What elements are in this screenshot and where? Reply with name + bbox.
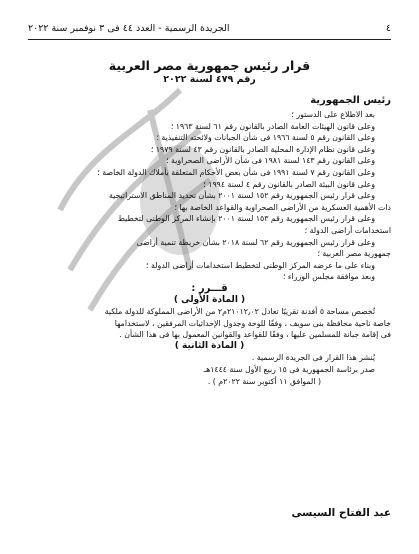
- article-2-heading: ( المادة الثانية ): [174, 340, 245, 351]
- preamble-line: وعلى قرار رئيس الجمهورية رقم ١٥٣ لسنة ٢٠٠١ بإنشاء المركز الوطنى لتخطيط: [117, 214, 375, 224]
- preamble-line: وعلى قانون نظام الإدارة المحلية الصادر بالقانون رقم ٤٣ لسنة ١٩٧٩ ؛: [150, 144, 375, 154]
- page-header: [28, 20, 391, 40]
- preamble-line: بعد الاطلاع على الدستور ؛: [291, 110, 375, 119]
- issued-line: صدر برئاسة الجمهورية فى ١٥ ربيع الأول سنة ١٤٤٤هـ: [203, 365, 375, 375]
- preamble-line: وبعد موافقة مجلس الوزراء ؛: [282, 272, 375, 282]
- preamble-line: وعلى قانون البيئة الصادر بالقانون رقم ٤ لسنة ١٩٩٤ ؛: [203, 179, 375, 189]
- article-2-line: يُنشر هذا القرار فى الجريدة الرسمية .: [251, 353, 375, 363]
- preamble-line: وعلى قرار رئيس الجمهورية رقم ١٥٢ لسنة ٢٠٠١ بشأن تحديد المناطق الاستراتيجية: [108, 191, 375, 201]
- preamble-line: وعلى قانون الهيئات العامة الصادر بالقانون رقم ٦١ لسنة ١٩٦٣ ؛: [170, 121, 375, 131]
- issued-date-line: ( الموافق ١١ أكتوبر سنة ٢٠٢٢م ) .: [207, 376, 321, 386]
- decision-heading: قـــرر :: [191, 282, 228, 294]
- preamble-line: ذات الأهمية العسكرية من الأراضى الصحراوية والقواعد الخاصة بها ؛: [174, 202, 391, 212]
- article-1-line: فى إقامة جبانة للمسلمين عليها ، وفقًا للقواعد والقوانين المعمول بها فى هذا الشأن .: [119, 330, 391, 340]
- issuer-title: رئيس الجمهورية: [310, 95, 391, 106]
- article-1-line: خاصة ناحية محافظة بنى سويف ، وفقًا للوحة وجدول الإحداثيات المرفقين ، لاستخدامها: [114, 318, 391, 328]
- preamble-line: وبناء على ما عرضه المركز الوطنى لتخطيط استخدامات أراضى الدولة ؛: [146, 260, 375, 270]
- preamble-line: وعلى القانون رقم ٥ لسنة ١٩٦٦ فى شأن الجبانات ولائحته التنفيذية ؛: [156, 133, 375, 143]
- preamble-line: وعلى القانون رقم ١٤٣ لسنة ١٩٨١ فى شأن الأراضى الصحراوية ؛: [166, 156, 375, 166]
- preamble-line: استخدامات أراضى الدولة ؛: [304, 225, 391, 235]
- preamble-line: جمهورية مصر العربية ؛: [317, 249, 391, 259]
- page-number: ٤: [385, 22, 391, 34]
- decree-number: رقم ٤٧٩ لسنة ٢٠٢٢: [163, 74, 256, 85]
- journal-issue: الجريدة الرسمية - العدد ٤٤ فى ٣ نوفمبر سنة ٢٠٢٢: [28, 22, 230, 34]
- decree-body: [28, 109, 391, 387]
- article-1-heading: ( المادة الأولى ): [173, 294, 246, 305]
- decree-title: قرار رئيس جمهورية مصر العربية: [108, 58, 311, 73]
- preamble-line: وعلى القانون رقم ٧ لسنة ١٩٩١ فى شأن بعض الأحكام المتعلقة بأملاك الدولة الخاصة ؛: [97, 167, 375, 177]
- president-signature: عبد الفتاح السيسى: [291, 507, 391, 519]
- preamble-line: وعلى قرار رئيس الجمهورية رقم ٦٢ لسنة ٢٠١٨ بشأن خريطة تنمية أراضى: [136, 237, 375, 247]
- article-1-line: تُخصص مساحة ٥ أفدنة تقريبًا تعادل ٢١٠١٢٫٠٢م٢ من الأراضى المملوكة للدولة ملكية: [104, 307, 375, 317]
